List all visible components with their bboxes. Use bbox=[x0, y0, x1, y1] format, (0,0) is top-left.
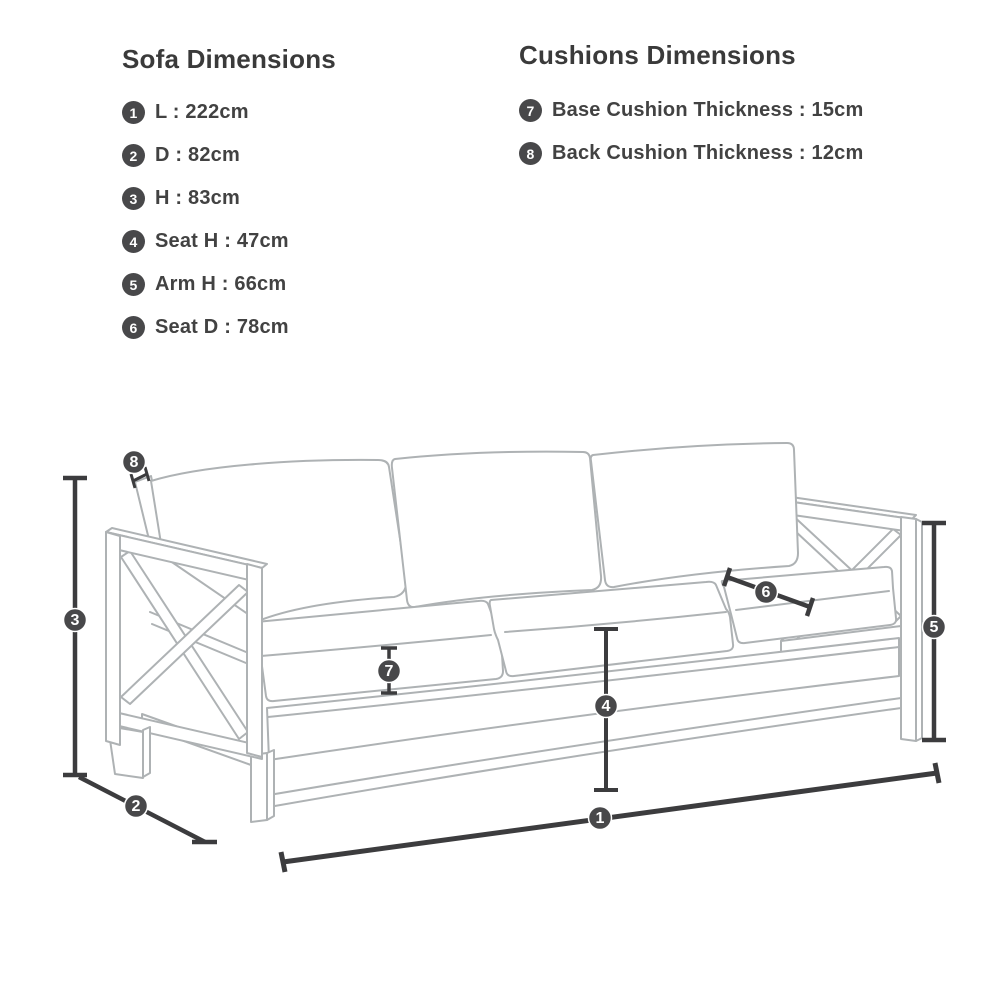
dimension-label: Seat H : 47cm bbox=[155, 230, 289, 252]
sofa-left-arm bbox=[106, 528, 267, 778]
dimension-list-item bbox=[519, 89, 863, 132]
sofa-line-art bbox=[106, 443, 922, 822]
dimension-number-badge: 1 bbox=[122, 101, 145, 124]
dimension-list-item bbox=[122, 263, 336, 306]
dimension-number-badge: 4 bbox=[122, 230, 145, 253]
dimension-label: L : 222cm bbox=[155, 101, 249, 123]
dimension-number-badge: 7 bbox=[519, 99, 542, 122]
diagram-marker-4 bbox=[595, 695, 618, 718]
dimension-number-badge: 8 bbox=[519, 142, 542, 165]
svg-text:1: 1 bbox=[595, 810, 605, 827]
dimension-list-item bbox=[122, 177, 336, 220]
dimension-number-badge: 3 bbox=[122, 187, 145, 210]
diagram-marker-1 bbox=[589, 807, 612, 830]
dimension-list-item bbox=[122, 134, 336, 177]
dimension-list-item bbox=[122, 306, 336, 349]
dimension-line-depth bbox=[79, 777, 217, 842]
dimension-label: Seat D : 78cm bbox=[155, 316, 289, 338]
diagram-marker-2 bbox=[125, 795, 148, 818]
svg-text:8: 8 bbox=[129, 454, 139, 471]
cushions-dimensions-list bbox=[519, 89, 863, 175]
svg-text:7: 7 bbox=[384, 663, 394, 680]
dimension-list-item bbox=[122, 91, 336, 134]
svg-text:6: 6 bbox=[761, 584, 771, 601]
svg-text:4: 4 bbox=[601, 698, 611, 715]
dimension-label: Back Cushion Thickness : 12cm bbox=[552, 142, 864, 164]
diagram-marker-7 bbox=[378, 660, 401, 683]
dimension-list-item bbox=[519, 132, 863, 175]
dimension-label: D : 82cm bbox=[155, 144, 240, 166]
diagram-marker-5 bbox=[923, 616, 946, 639]
diagram-marker-8 bbox=[123, 451, 146, 474]
dimension-number-badge: 2 bbox=[122, 144, 145, 167]
dimension-label: H : 83cm bbox=[155, 187, 240, 209]
sofa-dimensions-panel bbox=[122, 44, 336, 349]
dimension-label: Arm H : 66cm bbox=[155, 273, 287, 295]
svg-text:5: 5 bbox=[929, 619, 939, 636]
cushions-dimensions-panel bbox=[519, 40, 863, 175]
sofa-dimensions-list bbox=[122, 91, 336, 349]
dimension-label: Base Cushion Thickness : 15cm bbox=[552, 99, 864, 121]
cushions-dimensions-title: Cushions Dimensions bbox=[519, 40, 796, 70]
diagram-marker-6 bbox=[755, 581, 778, 604]
diagram-marker-3 bbox=[64, 609, 87, 632]
svg-text:2: 2 bbox=[131, 798, 141, 815]
dimension-list-item bbox=[122, 220, 336, 263]
sofa-dimensions-title: Sofa Dimensions bbox=[122, 44, 336, 74]
svg-text:3: 3 bbox=[70, 612, 80, 629]
dimension-number-badge: 6 bbox=[122, 316, 145, 339]
dimension-number-badge: 5 bbox=[122, 273, 145, 296]
